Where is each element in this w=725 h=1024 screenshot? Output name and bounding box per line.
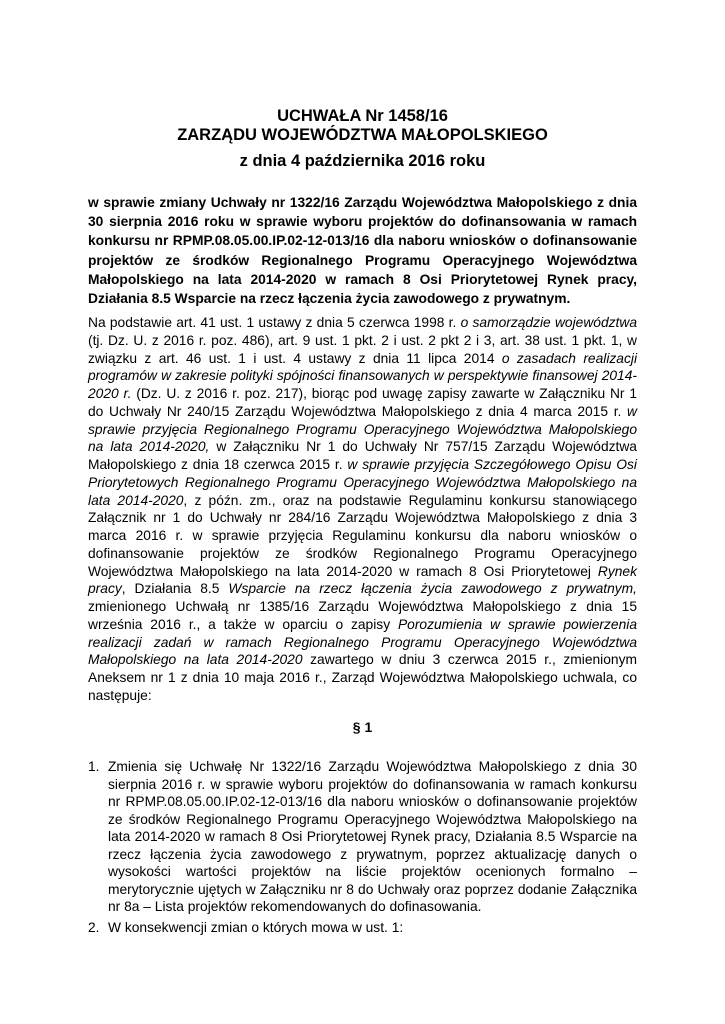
preamble-act-title: Rynek pracy	[88, 563, 637, 597]
legal-basis-preamble	[88, 314, 637, 705]
preamble-act-title: w sprawie przyjęcia Szczegółowego Opisu Osi Priorytetowych Regionalnego Programu Operacyjnego Województwa Małopolskiego na lata 2014-2020	[88, 457, 637, 508]
preamble-text: , z późn. zm., oraz na podstawie Regulaminu konkursu stanowiącego Załącznik nr 1 do Uchwały nr 284/16 Zarządu Województwa Małopolskiego z dnia 3 marca 2016 r. w sprawie przyjęcia Regulaminu konkursu dla naboru wniosków o dofinansowanie projektów ze środków Regionalnego Programu Operacyjnego Województwa Małopolskiego na lata 2014-2020 w ramach 8 Osi Priorytetowej	[88, 492, 637, 579]
preamble-act-title: o zasadach realizacji programów w zakresie polityki spójności finansowanych w perspektywie finansowej 2014-2020 r.	[88, 350, 638, 401]
preamble-text: (Dz. U. z 2016 r. poz. 217), biorąc pod uwagę zapisy zawarte w Załączniku Nr 1 do Uchwały Nr 240/15 Zarządu Województwa Małopolskiego z dnia 4 marca 2015 r.	[88, 386, 637, 419]
resolution-date: z dnia 4 października 2016 roku	[239, 152, 486, 170]
preamble-text: zmienionego Uchwałą nr 1385/16 Zarządu Województwa Małopolskiego z dnia 15 września 2016 r., a także w oparciu o zapisy	[88, 599, 637, 632]
preamble-act-title: Wsparcie na rzecz łączenia życia zawodowego z prywatnym,	[228, 581, 638, 597]
issuing-body: ZARZĄDU WOJEWÓDZTWA MAŁOPOLSKIEGO	[177, 126, 548, 144]
list-item-text: Zmienia się Uchwałę Nr 1322/16 Zarządu Województwa Małopolskiego z dnia 30 sierpnia 2016 r. w sprawie wyboru projektów do dofinansowania w ramach konkursu nr RPMP.08.05.00.IP.02-12-013/16 dla naboru wniosków o dofinansowanie projektów ze środków Regionalnego Programu Operacyjnego Województwa Małopolskiego na lata 2014-2020 w ramach 8 Osi Priorytetowej Rynek pracy, Działania 8.5 Wsparcie na rzecz łączenia życia zawodowego z prywatnym, poprzez aktualizację danych o wysokości wartości projektów na liście projektów ocenionych formalno – merytorycznie ujętych w Załączniku nr 8 do Uchwały oraz poprzez dodanie Załącznika nr 8a – Lista projektów rekomendowanych do dofinasowania.	[108, 759, 637, 914]
preamble-text: (tj. Dz. U. z 2016 r. poz. 486), art. 9 ust. 1 pkt. 2 i ust. 2 pkt 2 i 3, art. 38 ust. 1 pkt. 1, w związku z art. 46 ust. 1 i ust. 4 ustawy z dnia 11 lipca 2014	[88, 332, 637, 366]
list-item-number: 2.	[88, 920, 100, 935]
resolution-number: UCHWAŁA Nr 1458/16	[277, 107, 448, 125]
list-item-text: W konsekwencji zmian o których mowa w ust. 1:	[108, 920, 404, 935]
preamble-act-title: w sprawie przyjęcia Regionalnego Programu Operacyjnego Województwa Małopolskiego na lata 2014-2020,	[88, 403, 637, 455]
list-item	[88, 919, 637, 937]
preamble-text: w Załączniku Nr 1 do Uchwały Nr 757/15 Zarządu Województwa Małopolskiego z dnia 18 czerwca 2015 r.	[88, 439, 637, 472]
preamble-text: , Działania 8.5	[121, 581, 229, 597]
preamble-act-title: o samorządzie województwa	[460, 315, 638, 330]
preamble-text: zawartego w dniu 3 czerwca 2015 r., zmienionym Aneksem nr 1 z dnia 10 maja 2016 r., Zarząd Województwa Małopolskiego uchwala, co następuje:	[88, 652, 637, 703]
list-item	[88, 758, 637, 916]
preamble-text: Na podstawie art. 41 ust. 1 ustawy z dnia 5 czerwca 1998 r.	[88, 315, 461, 330]
resolution-subject: w sprawie zmiany Uchwały nr 1322/16 Zarządu Województwa Małopolskiego z dnia 30 sierpnia 2016 roku w sprawie wyboru projektów do dofinansowania w ramach konkursu nr RPMP.08.05.00.IP.02-12-013/16 dla naboru wniosków o dofinansowanie projektów ze środków Regionalnego Programu Operacyjnego Województwa Małopolskiego na lata 2014-2020 w ramach 8 Osi Priorytetowej Rynek pracy, Działania 8.5 Wsparcie na rzecz łączenia życia zawodowego z prywatnym.	[88, 195, 637, 307]
preamble-act-title: Porozumienia w sprawie powierzenia realizacji zadań w ramach Regionalnego Programu Operacyjnego Województwa Małopolskiego na lata 2014-2020	[88, 616, 637, 668]
paragraph-heading: § 1	[352, 719, 373, 735]
list-item-number: 1.	[88, 759, 100, 774]
